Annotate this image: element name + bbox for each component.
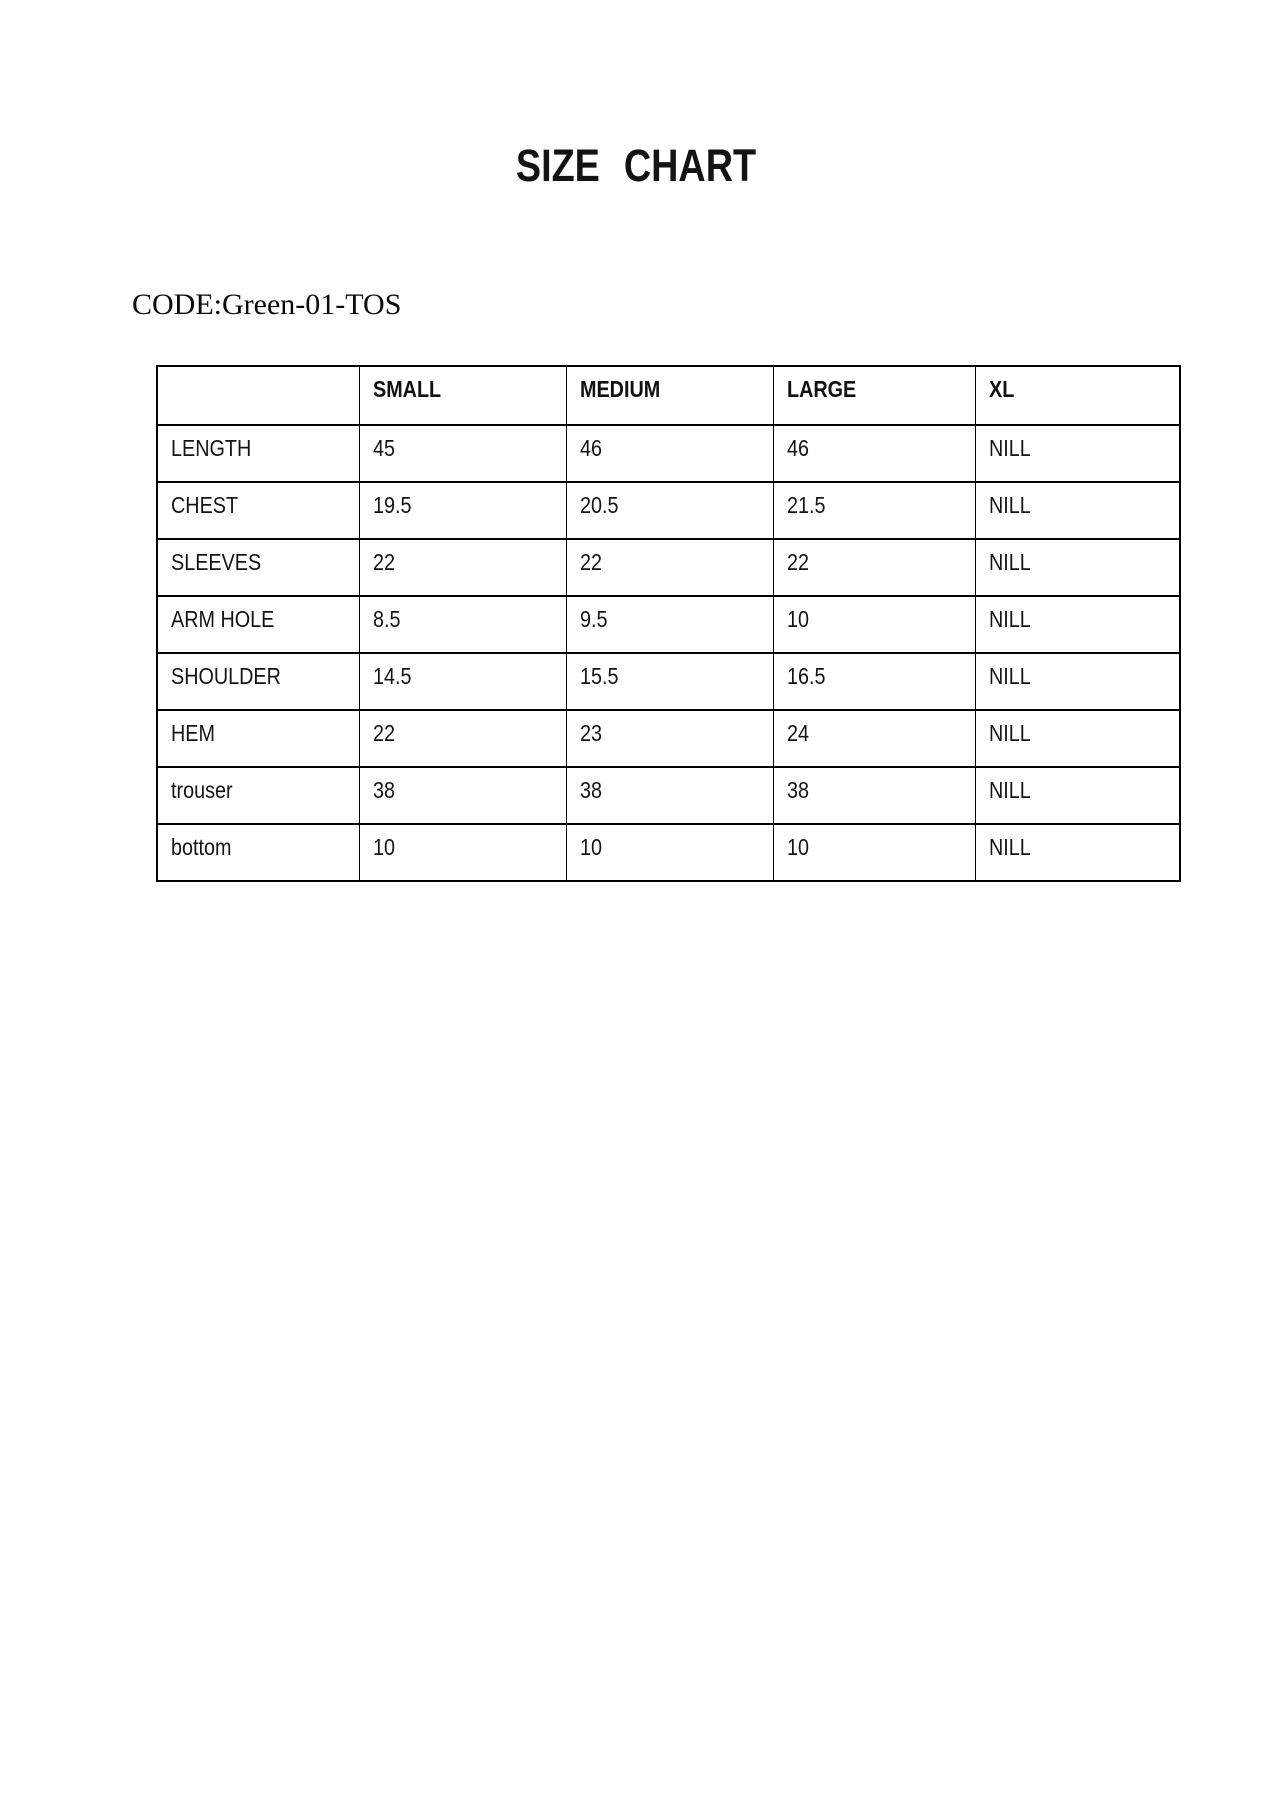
value-cell (359, 425, 566, 482)
row-label: ARM HOLE (171, 606, 275, 632)
cell-value: 38 (372, 777, 395, 803)
cell-value: 46 (579, 435, 602, 461)
cell-value: 20.5 (579, 492, 618, 518)
cell-value: 8.5 (372, 606, 401, 632)
value-cell (359, 596, 566, 653)
cell-value: NILL (988, 435, 1031, 461)
cell-value: 9.5 (579, 606, 608, 632)
value-cell (975, 653, 1180, 710)
cell-value: 22 (372, 549, 395, 575)
value-cell (359, 710, 566, 767)
row-label-cell (157, 482, 359, 539)
cell-value: NILL (988, 492, 1031, 518)
table-header-row (157, 366, 1180, 425)
value-cell (566, 767, 773, 824)
row-label: HEM (171, 720, 215, 746)
value-cell (773, 710, 975, 767)
header-cell-large (773, 366, 975, 425)
header-cell-xl (975, 366, 1180, 425)
value-cell (566, 653, 773, 710)
value-cell (773, 767, 975, 824)
header-cell-blank (157, 366, 359, 425)
value-cell (359, 653, 566, 710)
header-label: MEDIUM (579, 376, 660, 402)
page-title-text: SIZE CHART (515, 140, 757, 191)
value-cell (773, 425, 975, 482)
value-cell (566, 710, 773, 767)
cell-value: 10 (372, 834, 395, 860)
header-label: LARGE (786, 376, 856, 402)
value-cell (566, 539, 773, 596)
row-label: SLEEVES (171, 549, 262, 575)
row-label-cell (157, 824, 359, 881)
cell-value: 46 (786, 435, 809, 461)
value-cell (359, 539, 566, 596)
table-row-trouser (157, 767, 1180, 824)
row-label-cell (157, 767, 359, 824)
value-cell (773, 482, 975, 539)
header-label: SMALL (372, 376, 441, 402)
cell-value: 22 (579, 549, 602, 575)
row-label: CHEST (171, 492, 239, 518)
value-cell (566, 596, 773, 653)
cell-value: 45 (372, 435, 395, 461)
product-code-line: CODE:Green-01-TOS (132, 288, 402, 321)
value-cell (975, 482, 1180, 539)
size-chart-table (156, 365, 1181, 882)
table-row-sleeves (157, 539, 1180, 596)
value-cell (975, 710, 1180, 767)
value-cell (359, 767, 566, 824)
cell-value: 10 (786, 606, 809, 632)
cell-value: NILL (988, 720, 1031, 746)
cell-value: NILL (988, 606, 1031, 632)
value-cell (359, 482, 566, 539)
table-row-bottom (157, 824, 1180, 881)
value-cell (359, 824, 566, 881)
cell-value: 23 (579, 720, 602, 746)
cell-value: 24 (786, 720, 809, 746)
cell-value: 38 (786, 777, 809, 803)
value-cell (975, 596, 1180, 653)
cell-value: NILL (988, 549, 1031, 575)
cell-value: NILL (988, 834, 1031, 860)
row-label-cell (157, 653, 359, 710)
row-label: bottom (171, 834, 232, 860)
table-row-chest (157, 482, 1180, 539)
page-title (0, 140, 1272, 192)
row-label-cell (157, 425, 359, 482)
table-row-length (157, 425, 1180, 482)
table-row-shoulder (157, 653, 1180, 710)
header-cell-small (359, 366, 566, 425)
cell-value: NILL (988, 663, 1031, 689)
table-row-hem (157, 710, 1180, 767)
row-label-cell (157, 539, 359, 596)
row-label-cell (157, 596, 359, 653)
value-cell (566, 824, 773, 881)
cell-value: 22 (786, 549, 809, 575)
cell-value: 15.5 (579, 663, 618, 689)
value-cell (566, 482, 773, 539)
value-cell (975, 767, 1180, 824)
value-cell (773, 653, 975, 710)
header-cell-medium (566, 366, 773, 425)
value-cell (975, 539, 1180, 596)
value-cell (773, 539, 975, 596)
value-cell (975, 824, 1180, 881)
cell-value: 14.5 (372, 663, 411, 689)
value-cell (975, 425, 1180, 482)
cell-value: 19.5 (372, 492, 411, 518)
cell-value: 22 (372, 720, 395, 746)
table-row-arm-hole (157, 596, 1180, 653)
cell-value: 16.5 (786, 663, 825, 689)
row-label: trouser (171, 777, 233, 803)
row-label: LENGTH (171, 435, 252, 461)
cell-value: 10 (786, 834, 809, 860)
row-label: SHOULDER (171, 663, 281, 689)
value-cell (566, 425, 773, 482)
cell-value: 10 (579, 834, 602, 860)
header-label: XL (988, 376, 1014, 402)
cell-value: 21.5 (786, 492, 825, 518)
value-cell (773, 596, 975, 653)
value-cell (773, 824, 975, 881)
row-label-cell (157, 710, 359, 767)
cell-value: 38 (579, 777, 602, 803)
cell-value: NILL (988, 777, 1031, 803)
